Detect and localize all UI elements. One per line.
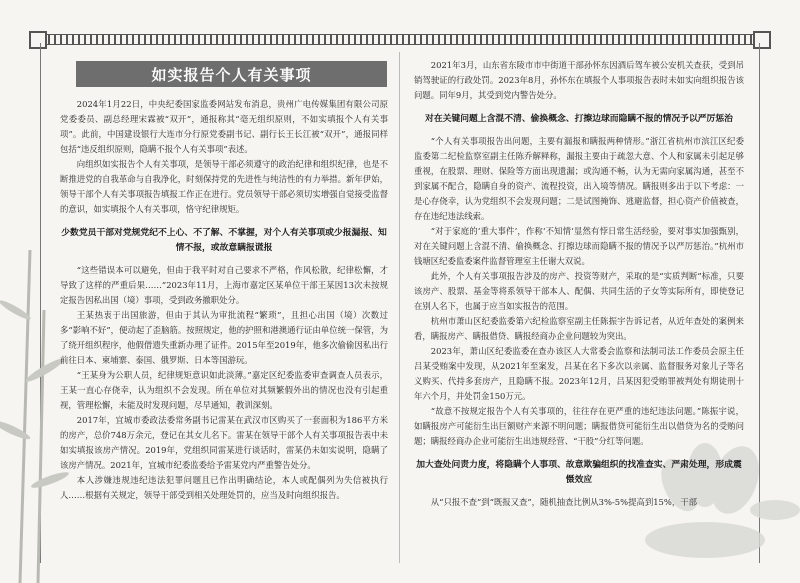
paragraph: “这些错误本可以避免，但由于我平时对自己要求不严格，作风松散，纪律松懈，才导致了这样的严重后果……”2023年11月，上海市嘉定区某单位干部王某因13次未按规定报告因私出国（境）事项，受到政务撤职处分。: [60, 265, 388, 305]
paragraph: 2017年，宜城市委政法委常务副书记雷某在武汉市区购买了一套面积为186平方米的房产，总价748万余元，登记在其女儿名下。雷某在领导干部个人有关事项报告表中未如实填报该房产情况。2019年，党组织同雷某进行谈话时，雷某仍未如实说明，隐瞒了该房产情况。2021年，宜城市纪委监委给予雷某党内严重警告处分。: [60, 415, 388, 470]
column-divider: [399, 52, 400, 563]
paragraph: 杭州市萧山区纪委监委第六纪检监察室副主任陈振宇告诉记者，从近年查处的案例来看，瞒报房产、瞒报借贷、瞒报经商办企业问题较为突出。: [414, 316, 744, 341]
right-column: [414, 58, 744, 510]
paragraph: 2024年1月22日，中央纪委国家监委网站发布消息，贵州广电传媒集团有限公司原党委委员、副总经理宋霖被“双开”，通报称其“毫无组织原则，不如实填报个人有关事项”。此前，中国建设银行大连市分行原党委副书记、副行长王长江被“双开”，通报同样包括“违反组织原则，隐瞒不报个人有关事项”表述。: [60, 99, 388, 154]
paragraph: “故意不按规定报告个人有关事项的，往往存在更严重的违纪违法问题。”陈振宇说，如瞒报房产可能衍生出巨额财产来源不明问题；瞒报借贷可能衍生出以借贷为名的受贿问题；瞒报经商办企业可能衍生出违规经营、“干股”分红等问题。: [414, 406, 744, 446]
section-heading: 加大查处问责力度，将隐瞒个人事项、故意欺骗组织的找准查实、严肃处理，形成震慑效应: [416, 460, 742, 485]
border-corner-ornament: [29, 31, 47, 49]
paragraph: “个人有关事项报告出问题，主要有漏报和瞒报两种情形。”浙江省杭州市滨江区纪委监委第二纪检监察室副主任陈乔解释称，漏报主要由于疏忽大意、个人和家属未引起足够重视，在股票、理财、保险等方面出现遗漏；或沟通不畅，认为无需向家属沟通，甚至不到家属不配合，隐瞒自身的资产、流程投资，出入境等情况。瞒报则多出于以下考虑：一是心存侥幸，认为党组织不会发现问题；二是试图掩饰、逃避监督，担心资产价值被查，存在违纪违法线索。: [414, 136, 744, 221]
paragraph: 2021年3月，山东省东陵市市中街道干部孙怀东因酒后驾车被公安机关查获，受到吊销驾驶证的行政处罚。2023年8月，孙怀东在填报个人事项报告表时未如实向组织报告该问题。同年9月，其受到党内警告处分。: [414, 60, 744, 100]
border-corner-ornament: [753, 31, 771, 49]
article-title-banner: [76, 61, 387, 87]
paragraph: 王某热衷于出国旅游，但由于其认为审批流程“繁琐”，且担心出国（境）次数过多“影响不好”，便动起了歪脑筋。按照规定，他的护照和港澳通行证由单位统一保管，为了绕开组织程序，他假借遗失重新办理了证件。2015年至2019年，他多次偷偷因私出行前往日本、柬埔寨、泰国、俄罗斯、日本等国游玩。: [60, 310, 388, 365]
section-heading: 对在关键问题上含混不清、偷换概念、打擦边球而隐瞒不报的情况予以严厉惩治: [425, 114, 733, 124]
paragraph: 向组织如实报告个人有关事项，是领导干部必须遵守的政治纪律和组织纪律，也是不断推进党的自我革命与自我净化，时刻保持党的先进性与纯洁性的有力举措。新年伊始，领导干部个人有关事项报告填报工作正在进行。党员领导干部必须切实增强自觉接受监督的意识，如实填报个人有关事项，恪守纪律规矩。: [60, 159, 388, 214]
paragraph: 此外，个人有关事项报告涉及的房产、投资等财产，采取的是“实质判断”标准，只要该房产、股票、基金等将系领导干部本人、配偶、共同生活的子女等实际所有，即使登记在别人名下，也属于应当如实报告的范围。: [414, 271, 744, 311]
paragraph: “王某身为公职人员，纪律规矩意识如此淡薄。”嘉定区纪委监委审查调查人员表示，王某一直心存侥幸，认为组织不会发现。所在单位对其频繁假外出的情况也没有引起重视，管理松懈，未能及时发现问题，尽早通知，教训深刻。: [60, 370, 388, 410]
paragraph: 2023年，萧山区纪委监委在查办该区人大常委会监察和法制司法工作委员会原主任吕某受贿案中发现，从2021年至案发，吕某在名下多次以亲属、监督服务对象儿子等名义购买、代持多套房产，且隐瞒不报。2023年12月，吕某因犯受贿罪被判处有期徒刑十年六个月，并处罚金150万元。: [414, 346, 744, 401]
decorative-border-top: [36, 34, 764, 45]
section-heading: 少数党员干部对党规党纪不上心、不了解、不掌握，对个人有关事项或少报漏报、知情不报，或故意瞒报谎报: [61, 228, 387, 253]
paragraph: 本人涉嫌违规违纪违法犯罪问题且已作出明确结论，本人或配偶列为失信被执行人……根据有关规定，领导干部受到相关处理处罚的，应当及时向组织报告。: [60, 475, 388, 500]
paragraph: 从“只报不查”到“既报又查”，随机抽查比例从3%-5%提高到15%，干部: [430, 497, 697, 507]
article-title: 如实报告个人有关事项: [151, 65, 312, 84]
left-column: [60, 97, 388, 503]
paragraph: “对于家庭的‘重大事件’，作称‘不知情’显然有悖日常生活经验，要对事实加强甄别，对在关键问题上含混不清、偷换概念、打擦边球而隐瞒不报的情况予以严厉惩治。”杭州市钱塘区纪委监委案件监督管理室主任谢大双说。: [414, 226, 744, 266]
